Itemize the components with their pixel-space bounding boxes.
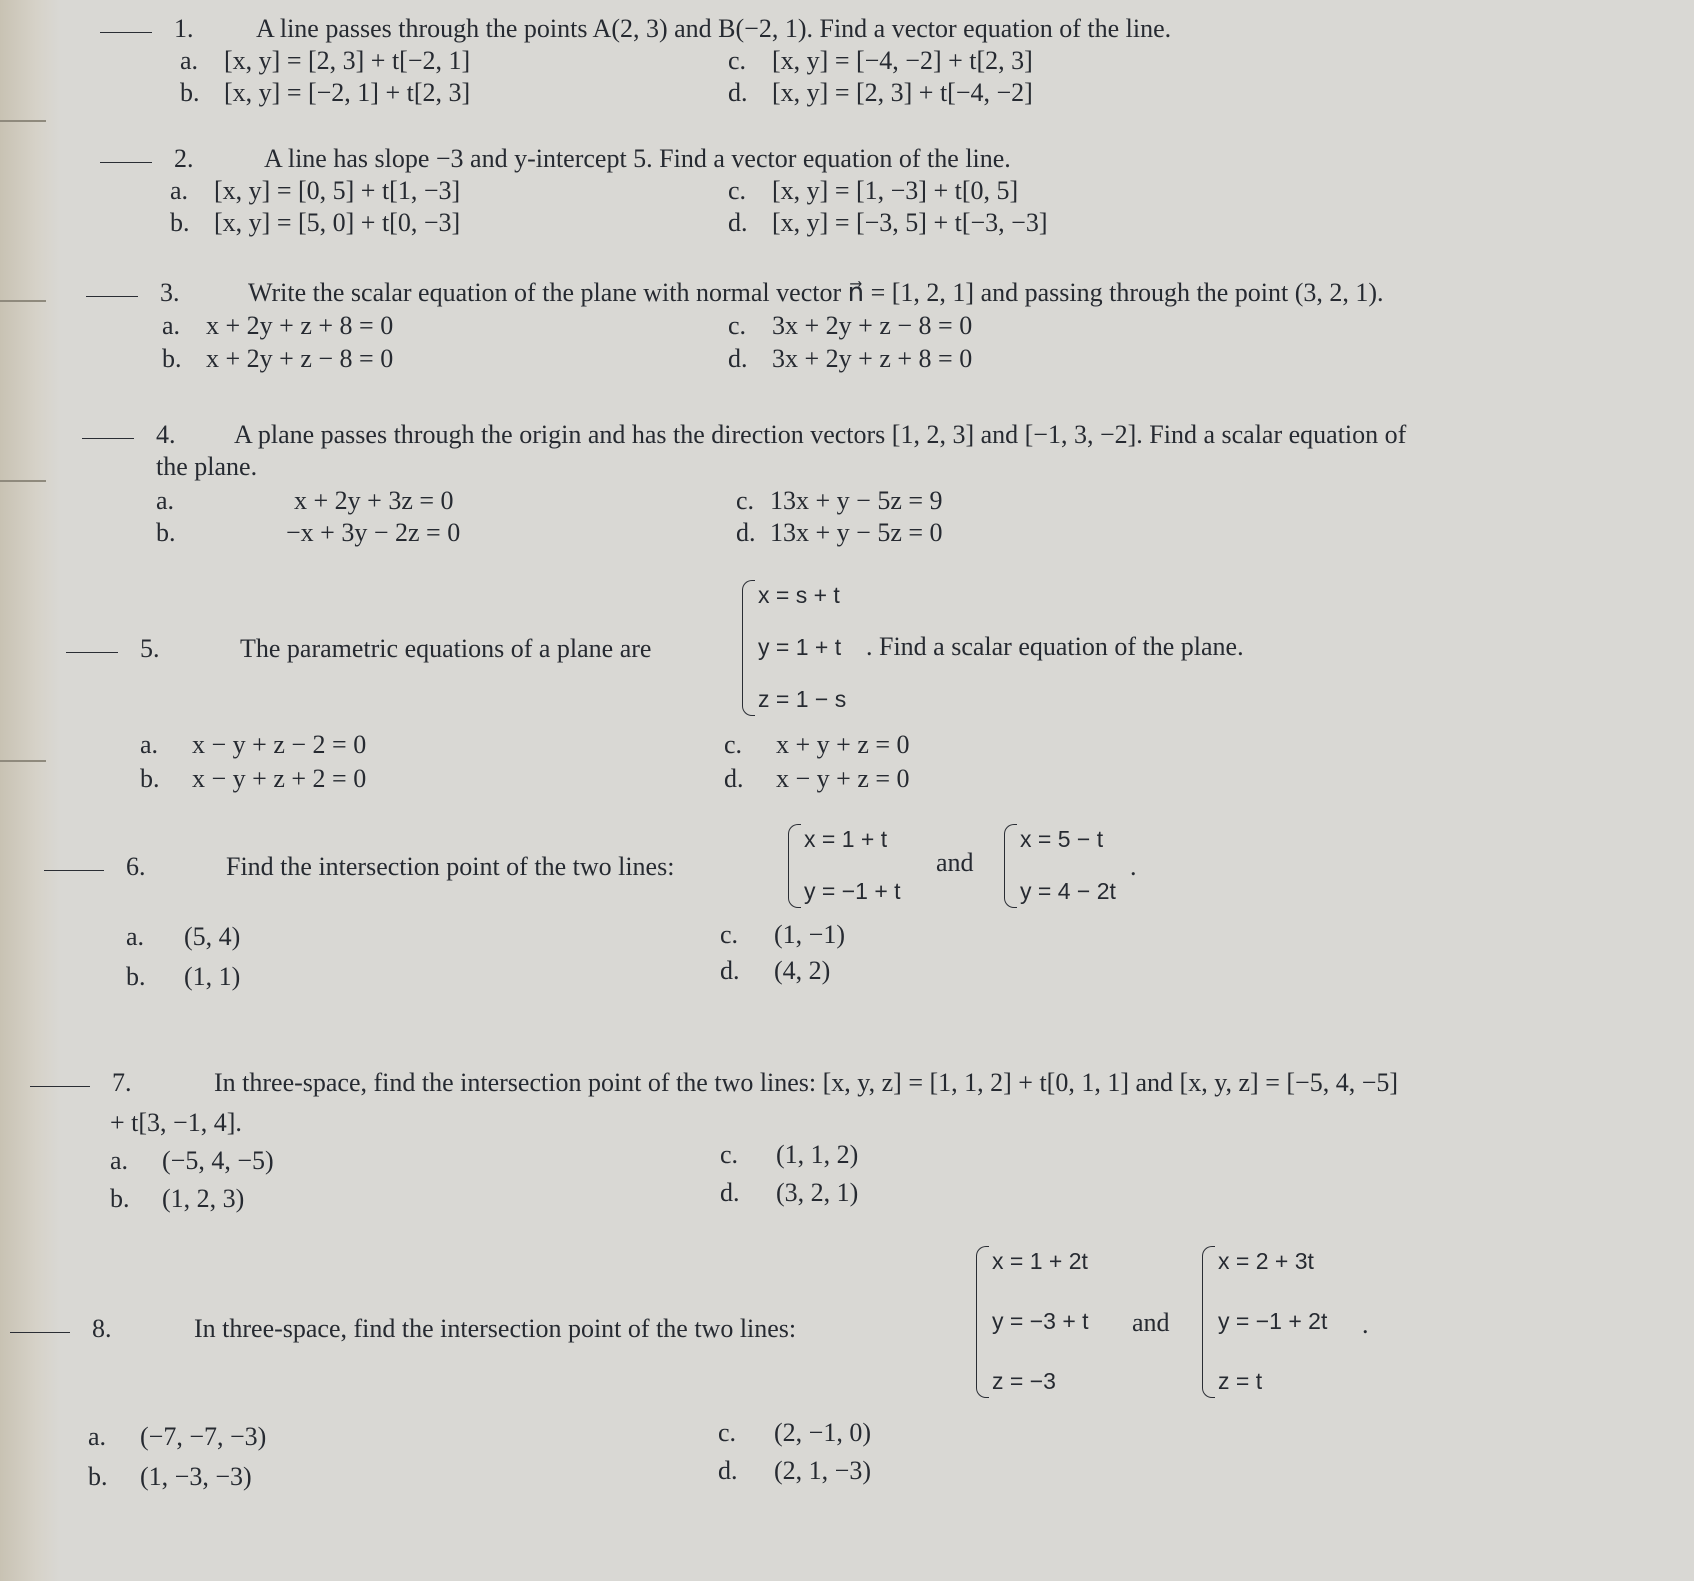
answer-blank[interactable] xyxy=(66,651,118,653)
q7-option-d xyxy=(720,1178,858,1208)
equation-line: y = −1 + t xyxy=(804,878,901,904)
question-5 xyxy=(66,634,651,664)
option-label: d. xyxy=(720,1178,740,1207)
question-1 xyxy=(100,14,1171,44)
equation-line: y = 1 + t xyxy=(758,634,842,660)
option-label: c. xyxy=(718,1418,737,1447)
option-label: d. xyxy=(720,956,740,985)
q3-option-b xyxy=(162,344,393,374)
q5-option-b xyxy=(140,764,366,794)
q7-option-b xyxy=(110,1184,244,1214)
question-text: In three-space, find the intersection point of the two lines: [x, y, z] = [1, 1, 2] + t[0, 1, 1] and [x, y, z] = [−5, 4, −5] xyxy=(214,1068,1399,1097)
q6-option-a xyxy=(126,922,240,952)
option-label: c. xyxy=(724,730,743,759)
q1-option-c xyxy=(728,46,1033,76)
option-text: x + y + z = 0 xyxy=(776,730,910,759)
option-label: a. xyxy=(88,1422,107,1451)
question-number: 1. xyxy=(174,14,194,43)
brace xyxy=(1004,824,1017,908)
equation-line: x = 1 + t xyxy=(804,826,888,852)
option-text: −x + 3y − 2z = 0 xyxy=(286,518,461,547)
question-8 xyxy=(10,1314,796,1344)
question-number: 7. xyxy=(112,1068,132,1097)
question-number: 3. xyxy=(160,278,180,307)
option-label: b. xyxy=(156,518,176,547)
option-label: b. xyxy=(126,962,146,991)
option-label: d. xyxy=(736,518,756,547)
answer-blank[interactable] xyxy=(100,161,152,163)
q2-option-b xyxy=(170,208,460,238)
option-text: (1, 1, 2) xyxy=(776,1140,859,1169)
period-text: . xyxy=(1130,852,1137,881)
question-number: 5. xyxy=(140,634,160,663)
option-label: a. xyxy=(170,176,189,205)
option-label: b. xyxy=(170,208,190,237)
q7-option-c xyxy=(720,1140,858,1170)
equation-line: y = −3 + t xyxy=(992,1308,1089,1334)
question-4 xyxy=(82,420,1406,450)
option-text: (5, 4) xyxy=(184,922,241,951)
question-7 xyxy=(30,1068,1398,1098)
question-text: A line has slope −3 and y-intercept 5. Find a vector equation of the line. xyxy=(264,144,1011,173)
q5-option-a xyxy=(140,730,366,760)
option-label: b. xyxy=(110,1184,130,1213)
option-label: a. xyxy=(110,1146,129,1175)
conjunction-text: and xyxy=(936,848,974,877)
question-text-continued: the plane. xyxy=(156,452,258,481)
question-text-continued: . Find a scalar equation of the plane. xyxy=(866,632,1244,661)
option-text: 13x + y − 5z = 0 xyxy=(770,518,943,547)
option-label: a. xyxy=(180,46,199,75)
conjunction-text: and xyxy=(1132,1308,1170,1337)
q8-option-a xyxy=(88,1422,266,1452)
equation-line: z = 1 − s xyxy=(758,686,847,712)
option-label: c. xyxy=(736,486,755,515)
q1-option-a xyxy=(180,46,470,76)
option-text: (−5, 4, −5) xyxy=(162,1146,274,1175)
q5-option-c xyxy=(724,730,910,760)
option-text: (2, −1, 0) xyxy=(774,1418,871,1447)
option-text: x − y + z = 0 xyxy=(776,764,910,793)
option-text: (1, 1) xyxy=(184,962,241,991)
option-label: b. xyxy=(180,78,200,107)
question-text: Find the intersection point of the two lines: xyxy=(226,852,675,881)
option-label: b. xyxy=(88,1462,108,1491)
equation-line: z = t xyxy=(1218,1368,1263,1394)
q1-option-d xyxy=(728,78,1033,108)
period-text: . xyxy=(1362,1310,1369,1339)
equation-line: x = 5 − t xyxy=(1020,826,1104,852)
question-number: 6. xyxy=(126,852,146,881)
equation-line: z = −3 xyxy=(992,1368,1056,1394)
question-text: The parametric equations of a plane are xyxy=(240,634,652,663)
option-text: (1, −1) xyxy=(774,920,845,949)
option-text: (1, −3, −3) xyxy=(140,1462,252,1491)
option-text: x − y + z − 2 = 0 xyxy=(192,730,367,759)
option-text: [x, y] = [−2, 1] + t[2, 3] xyxy=(224,78,471,107)
q6-option-d xyxy=(720,956,830,986)
option-label: d. xyxy=(724,764,744,793)
q6-option-b xyxy=(126,962,240,992)
answer-blank[interactable] xyxy=(10,1331,70,1333)
question-6 xyxy=(44,852,674,882)
answer-blank[interactable] xyxy=(100,31,152,33)
brace xyxy=(788,824,801,908)
equation-line: x = 2 + 3t xyxy=(1218,1248,1314,1274)
brace xyxy=(1202,1246,1215,1398)
option-text: 13x + y − 5z = 9 xyxy=(770,486,943,515)
question-3 xyxy=(86,278,1384,308)
option-text: (−7, −7, −3) xyxy=(140,1422,267,1451)
question-text-continued: + t[3, −1, 4]. xyxy=(110,1108,242,1137)
option-label: c. xyxy=(728,311,747,340)
option-text: (3, 2, 1) xyxy=(776,1178,859,1207)
option-label: a. xyxy=(140,730,159,759)
q8-option-c xyxy=(718,1418,871,1448)
option-text: (2, 1, −3) xyxy=(774,1456,871,1485)
option-label: d. xyxy=(728,78,748,107)
q8-option-d xyxy=(718,1456,871,1486)
question-2 xyxy=(100,144,1011,174)
q1-option-b xyxy=(180,78,470,108)
option-label: d. xyxy=(728,208,748,237)
q3-option-a xyxy=(162,311,393,341)
option-label: c. xyxy=(720,920,739,949)
q6-option-c xyxy=(720,920,845,950)
option-label: c. xyxy=(720,1140,739,1169)
q4-option-d xyxy=(736,518,943,548)
option-text: [x, y] = [5, 0] + t[0, −3] xyxy=(214,208,461,237)
option-text: 3x + 2y + z − 8 = 0 xyxy=(772,311,973,340)
question-text: Write the scalar equation of the plane with normal vector n⃗ = [1, 2, 1] and passing through the point (3, 2, 1). xyxy=(248,278,1384,307)
question-number: 2. xyxy=(174,144,194,173)
question-text: A plane passes through the origin and has the direction vectors [1, 2, 3] and [−1, 3, −2]. Find a scalar equation of xyxy=(234,420,1407,449)
answer-blank[interactable] xyxy=(44,869,104,871)
option-label: a. xyxy=(162,311,181,340)
answer-blank[interactable] xyxy=(86,295,138,297)
q2-option-a xyxy=(170,176,460,206)
option-label: c. xyxy=(728,176,747,205)
q3-option-d xyxy=(728,344,972,374)
option-label: c. xyxy=(728,46,747,75)
option-text: x − y + z + 2 = 0 xyxy=(192,764,367,793)
q5-option-d xyxy=(724,764,910,794)
q7-option-a xyxy=(110,1146,274,1176)
q4-option-a xyxy=(156,486,454,516)
option-label: d. xyxy=(718,1456,738,1485)
option-text: [x, y] = [−3, 5] + t[−3, −3] xyxy=(772,208,1048,237)
equation-line: y = 4 − 2t xyxy=(1020,878,1116,904)
option-label: b. xyxy=(140,764,160,793)
q4-option-c xyxy=(736,486,943,516)
option-text: [x, y] = [0, 5] + t[1, −3] xyxy=(214,176,461,205)
q8-option-b xyxy=(88,1462,252,1492)
brace xyxy=(976,1246,989,1398)
answer-blank[interactable] xyxy=(82,437,134,439)
brace xyxy=(742,580,755,716)
equation-line: x = 1 + 2t xyxy=(992,1248,1088,1274)
question-text: A line passes through the points A(2, 3) and B(−2, 1). Find a vector equation of the line. xyxy=(256,14,1172,43)
question-number: 8. xyxy=(92,1314,112,1343)
q4-option-b xyxy=(156,518,460,548)
q2-option-c xyxy=(728,176,1018,206)
equation-line: y = −1 + 2t xyxy=(1218,1308,1328,1334)
option-label: d. xyxy=(728,344,748,373)
q2-option-d xyxy=(728,208,1048,238)
option-text: x + 2y + 3z = 0 xyxy=(294,486,454,515)
option-text: [x, y] = [1, −3] + t[0, 5] xyxy=(772,176,1019,205)
option-text: x + 2y + z + 8 = 0 xyxy=(206,311,394,340)
question-number: 4. xyxy=(156,420,176,449)
option-label: a. xyxy=(126,922,145,951)
option-label: a. xyxy=(156,486,175,515)
option-text: (1, 2, 3) xyxy=(162,1184,245,1213)
option-label: b. xyxy=(162,344,182,373)
option-text: [x, y] = [−4, −2] + t[2, 3] xyxy=(772,46,1033,75)
option-text: [x, y] = [2, 3] + t[−2, 1] xyxy=(224,46,471,75)
equation-line: x = s + t xyxy=(758,582,840,608)
q3-option-c xyxy=(728,311,972,341)
option-text: x + 2y + z − 8 = 0 xyxy=(206,344,394,373)
question-text: In three-space, find the intersection point of the two lines: xyxy=(194,1314,797,1343)
answer-blank[interactable] xyxy=(30,1085,90,1087)
option-text: 3x + 2y + z + 8 = 0 xyxy=(772,344,973,373)
option-text: (4, 2) xyxy=(774,956,831,985)
option-text: [x, y] = [2, 3] + t[−4, −2] xyxy=(772,78,1033,107)
